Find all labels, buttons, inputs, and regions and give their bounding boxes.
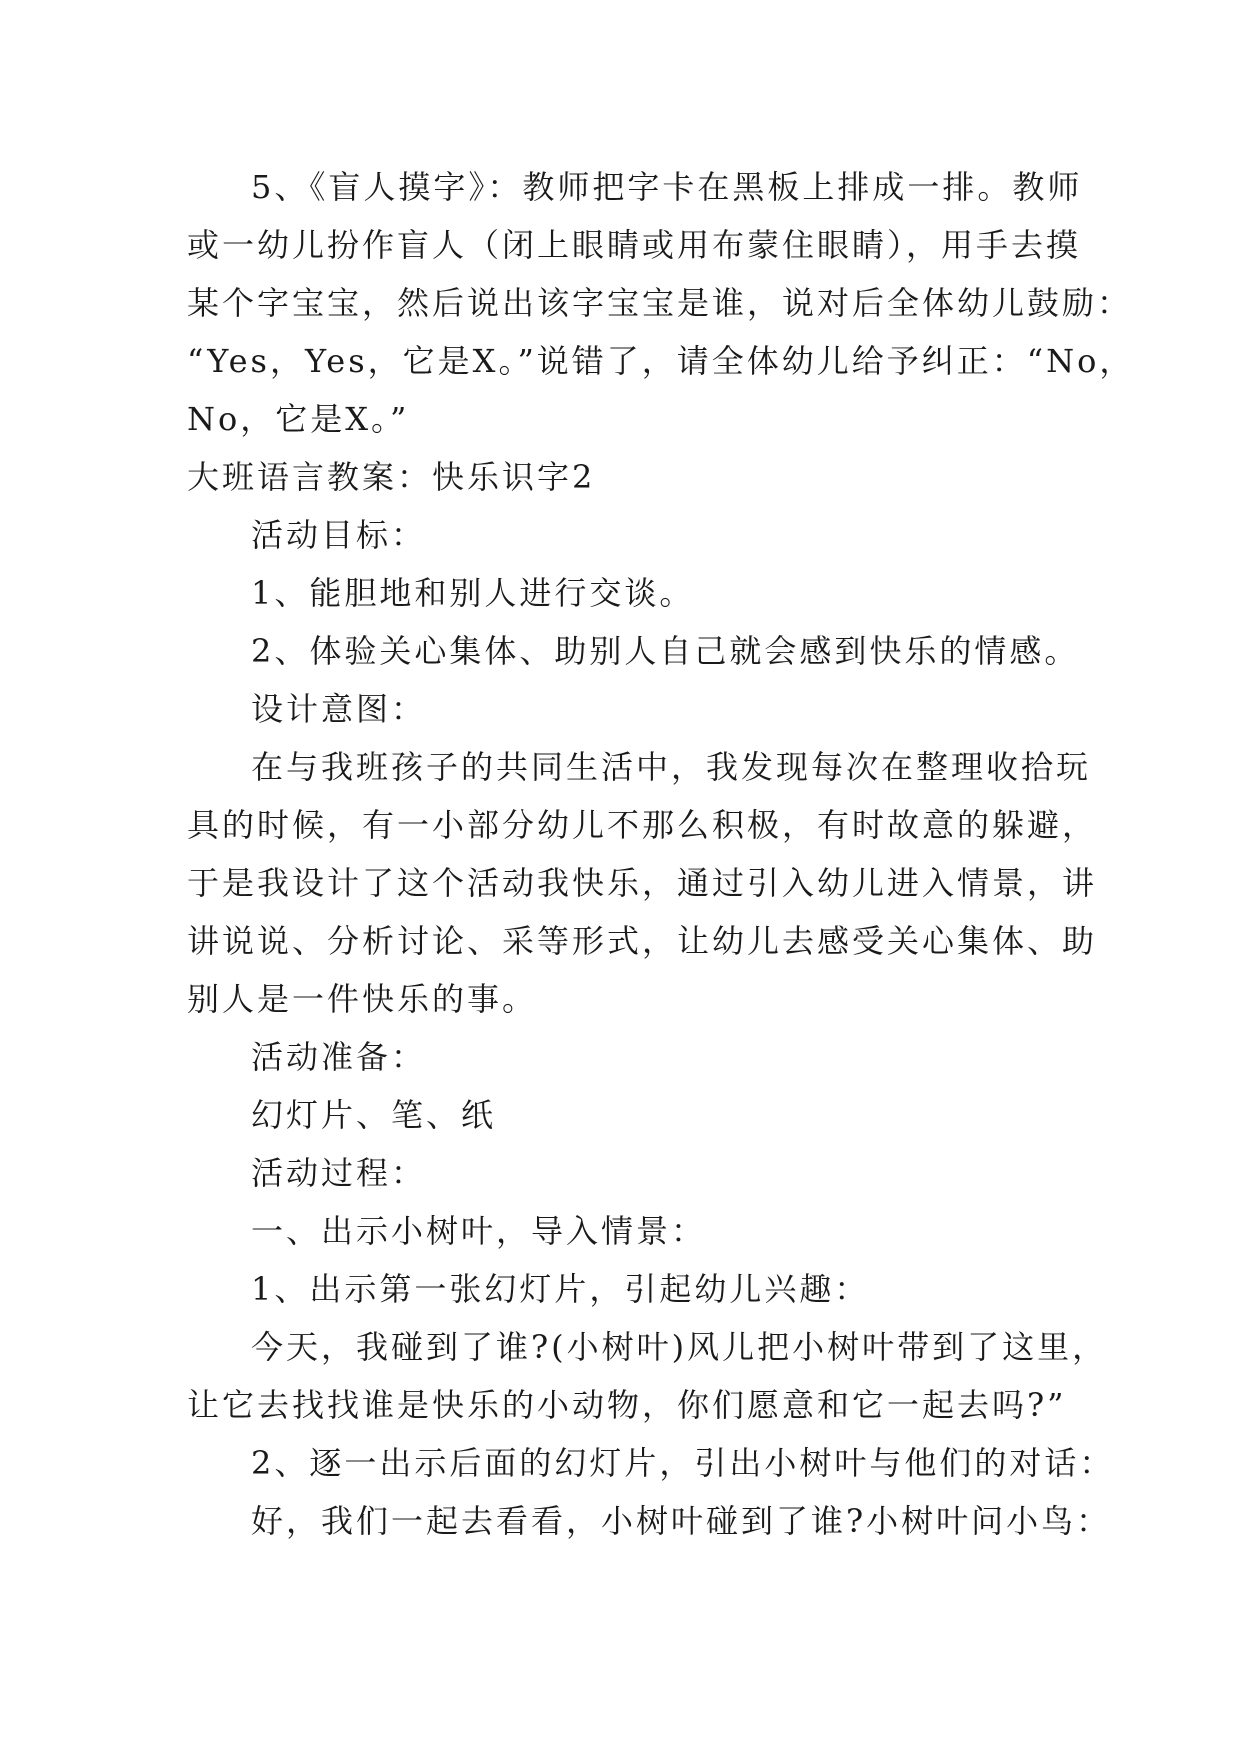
text-line-9: 2、体验关心集体、助别人自己就会感到快乐的情感。 xyxy=(251,632,1080,670)
text-line-22: 让它去找找谁是快乐的小动物，你们愿意和它一起去吗?” xyxy=(187,1386,1067,1424)
text-line-17: 幻灯片、笔、纸 xyxy=(251,1096,497,1134)
text-line-8: 1、能胆地和别人进行交谈。 xyxy=(251,574,695,612)
text-line-7: 活动目标： xyxy=(251,516,427,554)
document-page xyxy=(187,158,1135,1550)
text-line-1: 5、《盲人摸字》：教师把字卡在黑板上排成一排。教师 xyxy=(251,168,1083,206)
text-line-5: No，它是X。” xyxy=(187,400,410,438)
text-line-23: 2、逐一出示后面的幻灯片，引出小树叶与他们的对话： xyxy=(251,1444,1115,1482)
text-line-20: 1、出示第一张幻灯片，引起幼儿兴趣： xyxy=(251,1270,870,1308)
text-line-14: 讲说说、分析讨论、采等形式，让幼儿去感受关心集体、助 xyxy=(187,922,1098,960)
text-line-11: 在与我班孩子的共同生活中，我发现每次在整理收拾玩 xyxy=(251,748,1092,786)
text-line-18: 活动过程： xyxy=(251,1154,427,1192)
section-heading: 大班语言教案：快乐识字2 xyxy=(187,458,596,496)
text-line-15: 别人是一件快乐的事。 xyxy=(187,980,538,1018)
text-line-13: 于是我设计了这个活动我快乐，通过引入幼儿进入情景，讲 xyxy=(187,864,1098,902)
text-line-2: 或一幼儿扮作盲人（闭上眼睛或用布蒙住眼睛），用手去摸 xyxy=(187,226,1082,264)
text-line-19: 一、出示小树叶，导入情景： xyxy=(251,1212,707,1250)
text-line-12: 具的时候，有一小部分幼儿不那么积极，有时故意的躲避， xyxy=(187,806,1098,844)
text-line-16: 活动准备： xyxy=(251,1038,427,1076)
text-line-4: “Yes，Yes，它是X。”说错了，请全体幼儿给予纠正：“No， xyxy=(187,342,1135,380)
text-line-21: 今天，我碰到了谁?(小树叶)风儿把小树叶带到了这里， xyxy=(251,1328,1108,1366)
text-line-24: 好，我们一起去看看，小树叶碰到了谁?小树叶问小鸟： xyxy=(251,1502,1112,1540)
text-line-3: 某个字宝宝，然后说出该字宝宝是谁，说对后全体幼儿鼓励： xyxy=(187,284,1133,322)
text-line-10: 设计意图： xyxy=(251,690,427,728)
